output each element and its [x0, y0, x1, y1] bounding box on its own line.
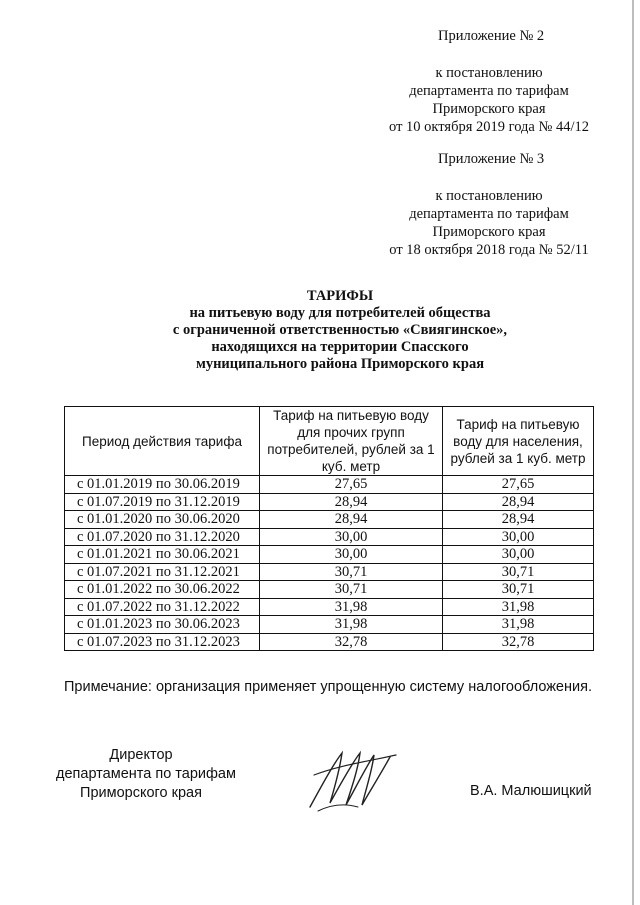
signer-role-line-1: Директор	[109, 747, 173, 763]
cell-tariff-other: 27,65	[260, 476, 443, 494]
appendix-3-title: Приложение № 3	[438, 151, 545, 167]
table-row	[65, 616, 594, 634]
cell-period: с 01.07.2020 по 31.12.2020	[65, 528, 260, 546]
scan-edge-line	[632, 0, 634, 905]
table-row	[65, 598, 594, 616]
table-row	[65, 493, 594, 511]
cell-tariff-population: 30,71	[443, 563, 594, 581]
cell-tariff-other: 32,78	[260, 633, 443, 651]
cell-tariff-population: 28,94	[443, 493, 594, 511]
appendix-3-line-4: от 18 октября 2018 года № 52/11	[389, 242, 589, 258]
appendix-2-line-2: департамента по тарифам	[409, 83, 569, 99]
cell-tariff-other: 30,00	[260, 528, 443, 546]
tax-note: Примечание: организация применяет упрощенную систему налогообложения.	[64, 679, 592, 695]
table-body	[65, 476, 594, 651]
signer-role-line-3: Приморского края	[80, 785, 202, 801]
appendix-2-block	[378, 27, 608, 45]
cell-tariff-other: 30,00	[260, 546, 443, 564]
cell-tariff-population: 28,94	[443, 511, 594, 529]
cell-tariff-other: 31,98	[260, 616, 443, 634]
signer-name: В.А. Малюшицкий	[470, 783, 592, 799]
heading-line-1: на питьевую воду для потребителей общества	[189, 305, 491, 321]
cell-tariff-population: 30,71	[443, 581, 594, 599]
cell-tariff-other: 28,94	[260, 511, 443, 529]
cell-tariff-population: 30,00	[443, 528, 594, 546]
table-row	[65, 528, 594, 546]
appendix-2-line-1: к постановлению	[435, 65, 543, 81]
appendix-2-line-3: Приморского края	[432, 101, 546, 117]
handwritten-signature	[300, 745, 400, 815]
cell-tariff-other: 31,98	[260, 598, 443, 616]
cell-period: с 01.07.2023 по 31.12.2023	[65, 633, 260, 651]
signer-role	[56, 746, 236, 803]
appendix-2-line-4: от 10 октября 2019 года № 44/12	[389, 119, 589, 135]
appendix-2-reference	[370, 64, 608, 136]
cell-period: с 01.07.2022 по 31.12.2022	[65, 598, 260, 616]
cell-period: с 01.07.2019 по 31.12.2019	[65, 493, 260, 511]
heading-title: ТАРИФЫ	[306, 288, 374, 304]
cell-tariff-population: 32,78	[443, 633, 594, 651]
appendix-3-block	[378, 150, 608, 168]
table-row	[65, 563, 594, 581]
table-header-row	[65, 407, 594, 476]
cell-period: с 01.01.2020 по 30.06.2020	[65, 511, 260, 529]
cell-period: с 01.07.2021 по 31.12.2021	[65, 563, 260, 581]
heading-line-4: муниципального района Приморского края	[195, 356, 485, 372]
header-tariff-population: Тариф на питьевую воду для населения, рублей за 1 куб. метр	[443, 407, 594, 476]
appendix-3-line-2: департамента по тарифам	[409, 206, 569, 222]
cell-period: с 01.01.2019 по 30.06.2019	[65, 476, 260, 494]
cell-period: с 01.01.2022 по 30.06.2022	[65, 581, 260, 599]
table-row	[65, 476, 594, 494]
table-row	[65, 511, 594, 529]
cell-tariff-other: 30,71	[260, 563, 443, 581]
appendix-2-title: Приложение № 2	[438, 28, 545, 44]
appendix-3-line-1: к постановлению	[435, 188, 543, 204]
table-row	[65, 546, 594, 564]
table-row	[65, 581, 594, 599]
appendix-3-reference	[370, 187, 608, 259]
heading-line-3: находящихся на территории Спасского	[211, 339, 469, 355]
signer-role-line-2: департамента по тарифам	[56, 766, 236, 782]
heading-line-2: с ограниченной ответственностью «Свиягинское»,	[172, 322, 508, 338]
table-row	[65, 633, 594, 651]
header-tariff-other: Тариф на питьевую воду для прочих групп потребителей, рублей за 1 куб. метр	[260, 407, 443, 476]
appendix-3-line-3: Приморского края	[432, 224, 546, 240]
cell-period: с 01.01.2023 по 30.06.2023	[65, 616, 260, 634]
tariffs-heading	[80, 288, 600, 373]
cell-period: с 01.01.2021 по 30.06.2021	[65, 546, 260, 564]
header-period: Период действия тарифа	[65, 407, 260, 476]
cell-tariff-population: 27,65	[443, 476, 594, 494]
cell-tariff-other: 30,71	[260, 581, 443, 599]
tariff-table	[64, 406, 594, 651]
cell-tariff-population: 31,98	[443, 616, 594, 634]
cell-tariff-population: 30,00	[443, 546, 594, 564]
cell-tariff-population: 31,98	[443, 598, 594, 616]
cell-tariff-other: 28,94	[260, 493, 443, 511]
